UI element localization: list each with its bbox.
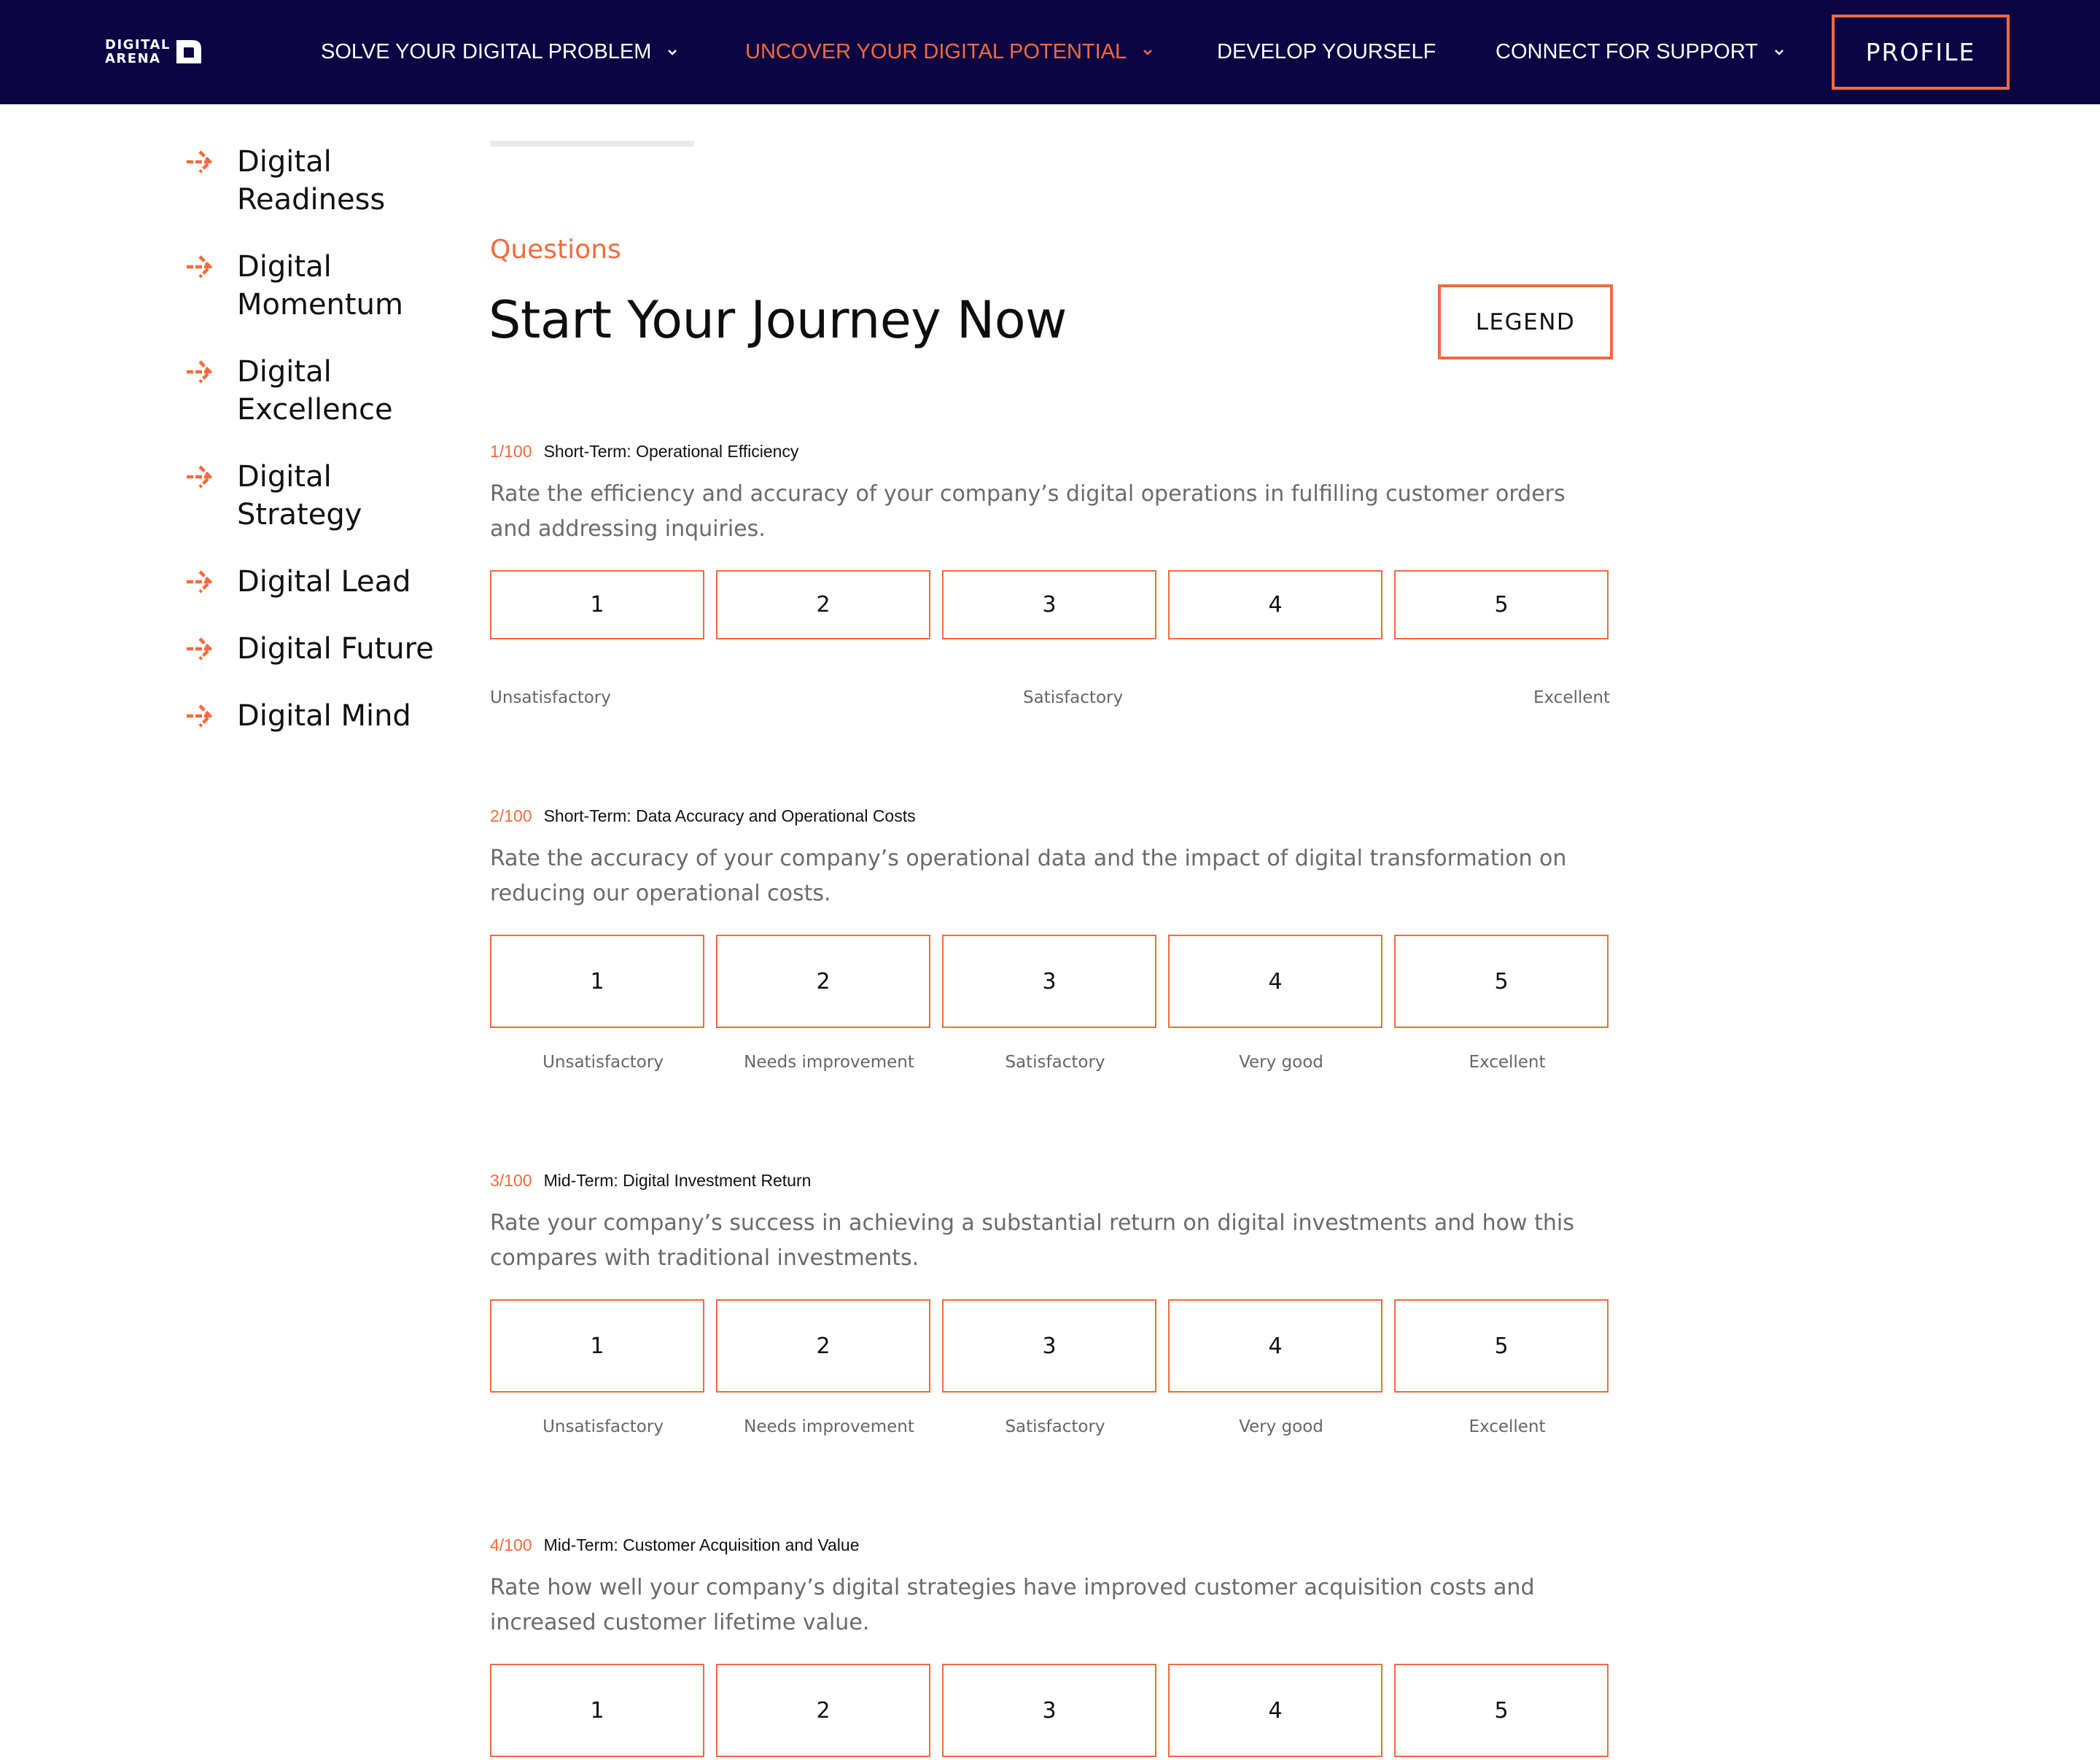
scale-label: Satisfactory (1005, 1053, 1105, 1072)
chevron-down-icon (1143, 47, 1153, 58)
sidebar-item-label: Digital Lead (237, 565, 411, 599)
legend-button[interactable]: LEGEND (1438, 284, 1613, 359)
question-meta (490, 440, 1613, 462)
sidebar-item-digital-lead[interactable] (184, 563, 411, 601)
nav-uncover-potential-label: UNCOVER YOUR DIGITAL POTENTIAL (745, 40, 1127, 63)
rating-options (490, 1299, 1609, 1393)
question-number: 1/100 (490, 441, 532, 461)
rating-option-4[interactable]: 4 (1168, 935, 1382, 1028)
logo-mark-icon (175, 39, 203, 65)
question-card (490, 1169, 1613, 1436)
rating-option-1[interactable]: 1 (490, 1664, 704, 1757)
rating-option-5[interactable]: 5 (1394, 1664, 1609, 1757)
nav-connect-support-label: CONNECT FOR SUPPORT (1496, 40, 1758, 63)
question-number: 3/100 (490, 1170, 532, 1190)
rating-options (490, 570, 1609, 639)
scale-label: Very good (1239, 1053, 1323, 1072)
question-meta (490, 1534, 1613, 1556)
question-text: Rate how well your company’s digital strategies have improved customer acquisition costs and increased customer lifetime value. (490, 1575, 1535, 1635)
brand-logo[interactable] (105, 38, 203, 66)
nav-develop-yourself[interactable] (1217, 0, 1436, 104)
scale-label: Needs improvement (744, 1417, 914, 1436)
rating-option-4[interactable]: 4 (1168, 1299, 1382, 1393)
brand-line-2: ARENA (105, 51, 161, 66)
nav-uncover-potential[interactable] (745, 0, 1153, 104)
rating-option-4[interactable]: 4 (1168, 1664, 1382, 1757)
rating-option-3[interactable]: 3 (942, 1664, 1156, 1757)
question-number: 2/100 (490, 806, 532, 825)
chevron-down-icon (667, 47, 677, 58)
section-eyebrow: Questions (490, 235, 621, 265)
scale-label: Very good (1239, 1417, 1323, 1436)
rating-option-3[interactable]: 3 (942, 1299, 1156, 1393)
nav-solve-problem-label: SOLVE YOUR DIGITAL PROBLEM (321, 40, 652, 63)
brand-line-1: DIGITAL (105, 37, 171, 52)
sidebar-item-digital-strategy[interactable] (184, 458, 383, 534)
scale-label: Satisfactory (1005, 1417, 1105, 1436)
arrow-right-icon (184, 566, 214, 597)
question-category: Mid-Term: Customer Acquisition and Value (543, 1535, 860, 1554)
rating-options (490, 935, 1609, 1028)
rating-option-4[interactable]: 4 (1168, 570, 1382, 639)
profile-button[interactable]: PROFILE (1832, 15, 2010, 90)
question-card (490, 805, 1613, 1072)
arrow-right-icon (184, 462, 214, 492)
scale-label: Needs improvement (744, 1053, 914, 1072)
scale-label: Unsatisfactory (542, 1053, 664, 1072)
rating-option-5[interactable]: 5 (1394, 1299, 1609, 1393)
question-category: Short-Term: Operational Efficiency (543, 441, 799, 461)
rating-option-2[interactable]: 2 (716, 935, 930, 1028)
rating-option-3[interactable]: 3 (942, 935, 1156, 1028)
sidebar-item-label: Digital Strategy (237, 460, 362, 531)
question-category: Mid-Term: Digital Investment Return (543, 1170, 812, 1190)
brand-wordmark (105, 38, 171, 66)
scale-label: Unsatisfactory (542, 1417, 664, 1436)
question-number: 4/100 (490, 1535, 532, 1554)
question-text: Rate your company’s success in achieving a substantial return on digital investments and how this compares with traditional investments. (490, 1210, 1574, 1271)
question-category: Short-Term: Data Accuracy and Operational Costs (543, 806, 916, 825)
rating-option-1[interactable]: 1 (490, 570, 704, 639)
section-divider (490, 141, 694, 147)
sidebar-item-digital-future[interactable] (184, 630, 434, 668)
arrow-right-icon (184, 252, 214, 282)
sidebar-item-digital-excellence[interactable] (184, 353, 397, 429)
rating-scale-labels (490, 688, 1610, 710)
top-navigation (0, 0, 2100, 104)
rating-option-1[interactable]: 1 (490, 1299, 704, 1393)
rating-option-2[interactable]: 2 (716, 1299, 930, 1393)
chevron-down-icon (1774, 47, 1784, 58)
scale-label-mid: Satisfactory (1023, 688, 1124, 707)
sidebar-item-digital-readiness[interactable] (184, 143, 386, 219)
sidebar-item-label: Digital Momentum (237, 250, 403, 322)
scale-label: Excellent (1469, 1417, 1546, 1436)
sidebar-item-label: Digital Readiness (237, 145, 386, 217)
rating-option-5[interactable]: 5 (1394, 935, 1609, 1028)
rating-option-1[interactable]: 1 (490, 935, 704, 1028)
nav-solve-problem[interactable] (321, 0, 677, 104)
arrow-right-icon (184, 147, 214, 177)
sidebar-item-label: Digital Mind (237, 699, 411, 733)
rating-options (490, 1664, 1609, 1757)
arrow-right-icon (184, 634, 214, 664)
question-meta (490, 805, 1613, 827)
arrow-right-icon (184, 701, 214, 731)
rating-scale-labels (490, 1053, 1620, 1072)
question-text: Rate the efficiency and accuracy of your company’s digital operations in fulfilling customer orders and addressing inquiries. (490, 481, 1566, 542)
rating-scale-labels (490, 1417, 1620, 1436)
scale-label: Excellent (1469, 1053, 1546, 1072)
scale-label-high: Excellent (1533, 688, 1610, 707)
question-meta (490, 1169, 1613, 1191)
nav-connect-support[interactable] (1496, 0, 1784, 104)
question-card (490, 1534, 1613, 1724)
question-card (490, 440, 1613, 707)
rating-option-3[interactable]: 3 (942, 570, 1156, 639)
rating-option-2[interactable]: 2 (716, 1664, 930, 1757)
rating-option-5[interactable]: 5 (1394, 570, 1609, 639)
arrow-right-icon (184, 357, 214, 387)
rating-option-2[interactable]: 2 (716, 570, 930, 639)
nav-develop-yourself-label: DEVELOP YOURSELF (1217, 40, 1436, 63)
sidebar-item-label: Digital Future (237, 632, 434, 666)
sidebar-item-label: Digital Excellence (237, 355, 393, 427)
question-text: Rate the accuracy of your company’s operational data and the impact of digital transformation on reducing our operational costs. (490, 846, 1567, 906)
sidebar-item-digital-momentum[interactable] (184, 248, 403, 324)
sidebar-item-digital-mind[interactable] (184, 697, 411, 735)
page-title: Start Your Journey Now (489, 290, 1067, 350)
scale-label-low: Unsatisfactory (490, 688, 611, 707)
